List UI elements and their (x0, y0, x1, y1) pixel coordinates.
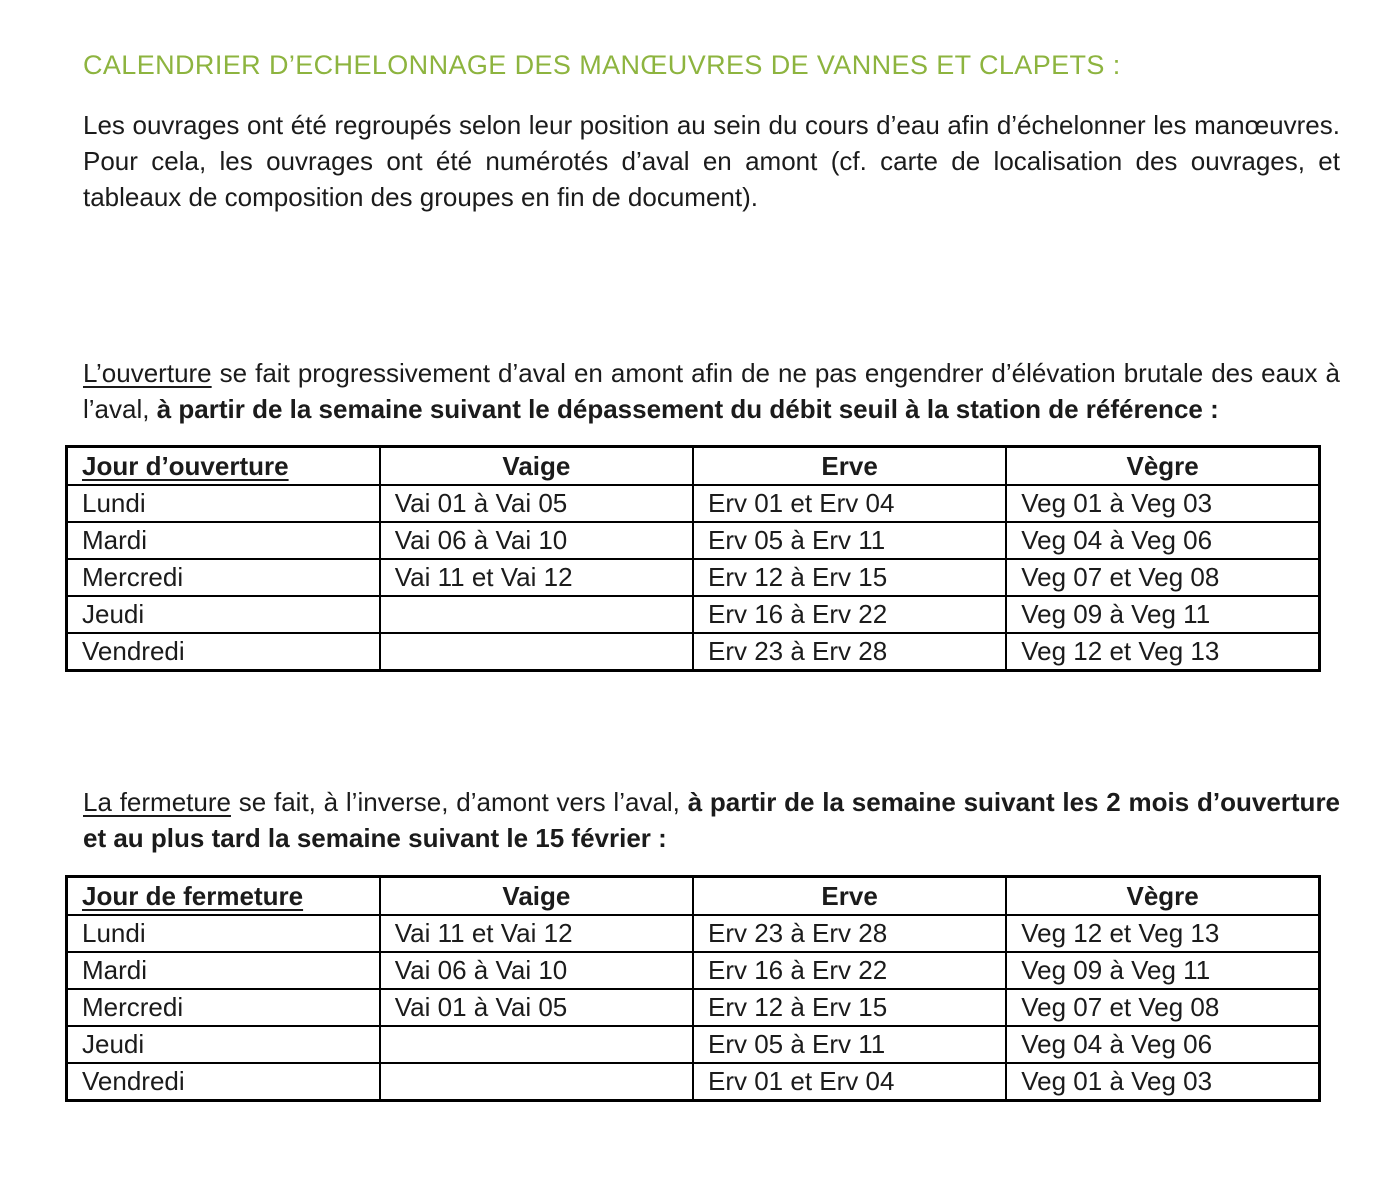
closing-table (65, 875, 1321, 1102)
table-cell (380, 596, 693, 633)
table-cell: Veg 07 et Veg 08 (1006, 559, 1319, 596)
table-header-day (67, 877, 380, 916)
table-cell: Vai 11 et Vai 12 (380, 559, 693, 596)
closing-paragraph (83, 784, 1340, 856)
opening-lead-text: se fait progressivement d’aval en amont afin de ne pas engendrer d’élévation brutale des eaux à l’aval, (83, 358, 1340, 424)
closing-lead-bold: à partir de la semaine suivant les 2 mois d’ouverture et au plus tard la semaine suivant le 15 février (83, 787, 1341, 853)
table-cell: Veg 04 à Veg 06 (1006, 1026, 1319, 1063)
table-cell: Veg 07 et Veg 08 (1006, 989, 1319, 1026)
table-cell: Erv 16 à Erv 22 (693, 596, 1006, 633)
table-header-erve: Erve (693, 447, 1006, 486)
table-row (67, 1063, 1320, 1101)
table-cell (380, 1063, 693, 1101)
closing-lead-underlined: La fermeture (83, 787, 231, 817)
table-row (67, 1026, 1320, 1063)
opening-lead-end: : (1202, 394, 1219, 424)
table-cell: Veg 09 à Veg 11 (1006, 952, 1319, 989)
table-header-row (67, 447, 1320, 486)
table-row (67, 989, 1320, 1026)
table-cell: Lundi (67, 915, 380, 952)
table-cell: Erv 23 à Erv 28 (693, 915, 1006, 952)
table-header-vegre: Vègre (1006, 447, 1319, 486)
table-header-day-label: Jour d’ouverture (82, 450, 289, 481)
table-cell: Erv 23 à Erv 28 (693, 633, 1006, 671)
table-row (67, 485, 1320, 522)
opening-table (65, 445, 1321, 672)
table-cell: Vai 06 à Vai 10 (380, 522, 693, 559)
table-cell: Erv 12 à Erv 15 (693, 559, 1006, 596)
closing-lead-text: se fait, à l’inverse, d’amont vers l’aval, (230, 787, 688, 817)
table-cell: Erv 05 à Erv 11 (693, 522, 1006, 559)
table-cell: Jeudi (67, 1026, 380, 1063)
intro-paragraph: Les ouvrages ont été regroupés selon leur position au sein du cours d’eau afin d’échelonner les manœuvres. Pour cela, les ouvrages ont été numérotés d’aval en amont (cf. carte de localisation des ouvrages, et tableaux de composition des groupes en fin de document). (83, 110, 1340, 212)
opening-paragraph (83, 355, 1340, 427)
table-cell: Veg 09 à Veg 11 (1006, 596, 1319, 633)
table-cell: Veg 12 et Veg 13 (1006, 633, 1319, 671)
table-cell: Veg 01 à Veg 03 (1006, 1063, 1319, 1101)
opening-lead-underlined: L’ouverture (83, 358, 212, 388)
table-row (67, 522, 1320, 559)
table-cell: Erv 05 à Erv 11 (693, 1026, 1006, 1063)
table-header-row (67, 877, 1320, 916)
table-cell: Lundi (67, 485, 380, 522)
table-cell (380, 1026, 693, 1063)
table-cell: Mercredi (67, 559, 380, 596)
table-row (67, 915, 1320, 952)
table-header-day-label: Jour de fermeture (82, 880, 304, 911)
table-row (67, 559, 1320, 596)
table-cell: Mercredi (67, 989, 380, 1026)
table-cell: Jeudi (67, 596, 380, 633)
table-cell: Vai 06 à Vai 10 (380, 952, 693, 989)
table-cell: Vai 01 à Vai 05 (380, 989, 693, 1026)
table-row (67, 633, 1320, 671)
table-cell: Vai 11 et Vai 12 (380, 915, 693, 952)
opening-lead-bold: à partir de la semaine suivant le dépassement du débit seuil à la station de référence (156, 394, 1203, 424)
table-cell (380, 633, 693, 671)
table-header-vegre: Vègre (1006, 877, 1319, 916)
table-cell: Veg 01 à Veg 03 (1006, 485, 1319, 522)
table-cell: Veg 04 à Veg 06 (1006, 522, 1319, 559)
table-header-vaige: Vaige (380, 447, 693, 486)
table-cell: Mardi (67, 952, 380, 989)
table-header-erve: Erve (693, 877, 1006, 916)
table-cell: Vai 01 à Vai 05 (380, 485, 693, 522)
page-title: CALENDRIER D’ECHELONNAGE DES MANŒUVRES DE VANNES ET CLAPETS : (83, 50, 1121, 80)
table-header-day (67, 447, 380, 486)
table-cell: Erv 16 à Erv 22 (693, 952, 1006, 989)
closing-lead-end: : (650, 823, 667, 853)
table-cell: Erv 01 et Erv 04 (693, 1063, 1006, 1101)
table-cell: Erv 01 et Erv 04 (693, 485, 1006, 522)
table-row (67, 596, 1320, 633)
table-header-vaige: Vaige (380, 877, 693, 916)
table-cell: Mardi (67, 522, 380, 559)
table-cell: Vendredi (67, 1063, 380, 1101)
table-cell: Vendredi (67, 633, 380, 671)
table-cell: Veg 12 et Veg 13 (1006, 915, 1319, 952)
table-cell: Erv 12 à Erv 15 (693, 989, 1006, 1026)
table-row (67, 952, 1320, 989)
